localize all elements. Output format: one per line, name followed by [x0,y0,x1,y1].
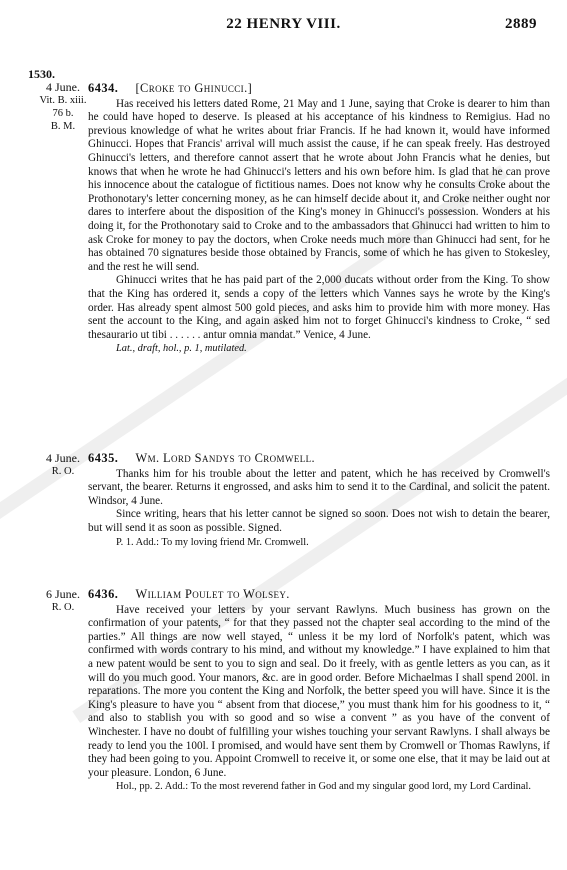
running-head-title: 22 HENRY VIII. [226,16,341,32]
margin-year: 1530. [28,67,55,81]
entry-note: P. 1. Add.: To my loving friend Mr. Cromwell. [116,536,309,548]
entry-paragraph: Ghinucci writes that he has paid part of the 2,000 ducats without order from the King. To show that the King has ordered it, sends a copy of the letters which Vannes says he wrote by the King's order. Has already spent almost 500 gold pieces, and asks him to provide him with more money. Has sent the account to the King, and again asked him not to forget Ghinucci's kindness to Croke, “ sed thesaurario ut tibi . . . . . . antur omnia mandat.” Venice, 4 June. [88,274,550,341]
margin-date: 4 June. [46,80,80,94]
margin-ref: R. O. [51,602,75,613]
margin-date: 6 June. [46,587,80,601]
margin-ref: 76 b. [52,108,74,119]
entry-note: Hol., pp. 2. Add.: To the most reverend father in God and my singular good lord, my Lord Cardinal. [116,781,531,793]
page-number: 2889 [505,16,537,32]
entry-number: 6436. [88,587,119,601]
entry-note [88,342,550,356]
entry-6434 [88,82,550,356]
entry-paragraph: Have received your letters by your servant Rawlyns. Much business has grown on the confirmation of your patents, “ for that they passed not the chapter seal according to the mind of the parties.” All things are now well stayed, “ unless it be my lord of Norfolk's patent, which was confirmed with words contrary to his mind, and without my knowledge.” I have explained to him that a new patent would be sent to you to sign and seal. Do it freely, with as gentle letters as you can, as it will do you much good. Your manors, &c. are in good order. Before Michaelmas I shall spend 200l. in reparations. The more you content the King and Norfolk, the better speed you will have. Since it is the King's pleasure to have you “ absent from that diocese,” you must thank him for his goodness to it, “ and also to stablish you with so good and so wise a convent ” as you have of the convent of Winchester. I have no doubt of fulfilling your wishes touching your servant Rawlyns. I shall always be ready to lend you the 100l. I promised, and would have sent them by Cromwell or Thomas Rawlyns, if they had been going to you. Appoint Cromwell to receive it, or some one else, that it may be laid out at your pleasure. London, 6 June. [88,603,550,779]
entry-title: Wm. Lord Sandys to Cromwell. [135,451,316,465]
entry-heading [88,588,550,602]
entry-number: 6434. [88,81,119,95]
margin-date: 4 June. [46,451,80,465]
entry-title: William Poulet to Wolsey. [135,587,290,601]
entry-heading [88,452,550,466]
entry-paragraph: Thanks him for his trouble about the letter and patent, which he has received by Cromwell's servant, the bearer. Returns it engrossed, and asks him to send it to the Cardinal, and solicit the patent. Windsor, 4 June. [88,467,550,507]
entry-title: [Croke to Ghinucci.] [135,81,253,95]
margin-ref: R. O. [51,466,75,477]
entry-6435 [88,452,550,549]
entry-6436 [88,588,550,794]
margin-ref: Vit. B. xiii. [39,95,87,106]
entry-number: 6435. [88,451,119,465]
entry-paragraph: Has received his letters dated Rome, 21 May and 1 June, saying that Croke is dearer to him than he could have hoped to deserve. Is pleased at his acceptance of his kindness to Remigius. Had no previous knowledge of what he writes about friar Francis. If he had known it, would have informed Ghinucci. Hopes that Francis' arrival will much assist the cause, if he can speak freely. Has destroyed Ghinucci's letters, and therefore cannot assert that he wrote about John Francis what he denies, but knows that when he wrote he had Ghinucci's letters and his own before him. Is glad that he can prove his innocence about the catalogue of fictitious names. Does not know why he consults Croke about the Prothonotary's letter concerning money, as he can himself decide about it, and Croke neither ought nor dares to interfere about the disposition of the King's money in Ghinucci's possession. Wonders at his doing it, for the Prothonotary said to Croke and to the ambassadors that Ghinucci had written to him to ask Croke for money to pay the doctors, when Croke needs much more than Ghinucci had sent, for he has obtained 70 signatures beside those obtained by Francis, some of which he has given to Stokesley, and the rest he will send. [88,97,550,273]
margin-ref: B. M. [50,121,76,132]
running-head [0,16,567,38]
entry-note-text: Lat., draft, hol., p. 1, mutilated. [116,343,247,355]
entry-heading [88,82,550,96]
entry-paragraph: Since writing, hears that his letter cannot be signed so soon. Does not wish to detain the bearer, but will send it as soon as possible. Signed. [88,508,550,534]
